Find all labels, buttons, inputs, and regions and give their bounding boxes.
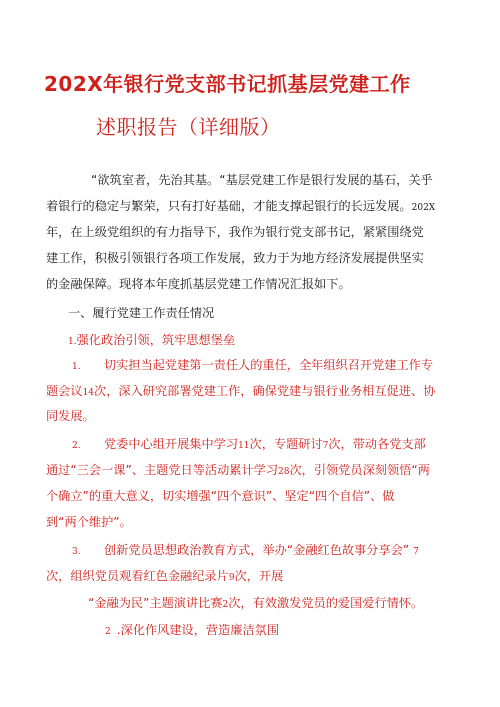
item-3-text-2a: 次，组织党员观看红色金融纪录片: [46, 569, 229, 583]
intro-line-4: 建工作，积极引领银行各项工作发展，致力于为地方经济发展提供坚实: [46, 251, 424, 265]
item-2-text-1c: 次，带动各党支部: [328, 437, 426, 451]
item-3-text-1a: 创新党员思想政治教育方式，举办“金融红色故事分享会”: [104, 543, 410, 557]
item-1-line-1: [46, 357, 433, 375]
subheading-1-number: 1.: [68, 337, 77, 347]
subheading-1: [68, 332, 235, 350]
item-1-text-2a: 题会议: [46, 384, 83, 398]
item-2-line-1: [46, 436, 426, 454]
doc-title-line1: 202X年银行党支部书记抓基层党建工作: [44, 72, 411, 96]
intro-line-2: [46, 198, 435, 216]
item-2-line-2: [46, 462, 430, 480]
intro-line-3: 年，在上级党组织的有力指导下，我作为银行党支部书记，紧紧围绕党: [46, 225, 424, 239]
item-1-count: 14: [82, 388, 95, 398]
subheading-1-text: 强化政治引领，筑牢思想堡垒: [76, 333, 236, 347]
item-3-text-3a: “金融为民”主题演讲比赛: [88, 596, 223, 610]
item-1-number: 1.: [72, 362, 81, 372]
intro-line-2-text: 着银行的稳定与繁荣，只有打好基础，才能支撑起银行的长远发展。: [46, 199, 412, 213]
item-3-line-1: [46, 542, 419, 560]
doc-title-line2: 述职报告（详细版）: [96, 115, 281, 139]
item-1-line-3: 同发展。: [46, 409, 95, 423]
item-3-text-2b: 次，开展: [234, 569, 284, 583]
item-3-line-3: [88, 595, 423, 613]
item-2-line-3: 个确立”的重大意义，切实增强“四个意识”、坚定“四个自信”、做: [46, 489, 395, 503]
subheading-2-number: 2: [105, 627, 111, 637]
item-2-number: 2.: [72, 441, 81, 451]
item-3-line-2: [46, 568, 283, 586]
item-2-text-1b: 次，专题研讨: [249, 437, 323, 451]
item-2-text-2b: 次，引领党员深刻领悟“两: [289, 463, 430, 477]
subheading-2: [105, 622, 279, 640]
item-1-line-2: [46, 383, 435, 401]
item-3-count-3: 2: [222, 600, 229, 610]
item-3-text-3b: 次，有效激发党员的爱国爱行情怀。: [228, 596, 424, 610]
subheading-2-text: .深化作风建设，营造廉洁氛围: [116, 623, 280, 637]
item-3-count-2: 9: [228, 573, 235, 583]
intro-year: 202X: [411, 203, 436, 213]
intro-line-5: 的金融保障。现将本年度抓基层党建工作情况汇报如下。: [46, 277, 351, 291]
item-2-count-3: 28: [278, 467, 290, 477]
item-2-text-2a: 通过“三会一课”、主题党日等活动累计学习: [46, 463, 279, 477]
intro-line-1: “欲筑室者，先治其基。“基层党建工作是银行发展的基石，关乎: [91, 173, 433, 187]
item-2-count-2: 7: [322, 441, 329, 451]
item-2-count-1: 11: [238, 441, 250, 451]
item-3-number: 3.: [72, 547, 81, 557]
item-2-text-1a: 党委中心组开展集中学习: [104, 437, 239, 451]
item-1-text-1: 切实担当起党建第一责任人的重任，全年组织召开党建工作专: [104, 358, 434, 372]
item-2-line-4: 到“两个维护”。: [46, 515, 132, 529]
section-heading-1: 一、履行党建工作责任情况: [68, 306, 215, 320]
item-3-count-1: 7: [413, 547, 419, 557]
item-1-text-2b: 次，深入研究部署党建工作，确保党建与银行业务相互促进、协: [94, 384, 436, 398]
